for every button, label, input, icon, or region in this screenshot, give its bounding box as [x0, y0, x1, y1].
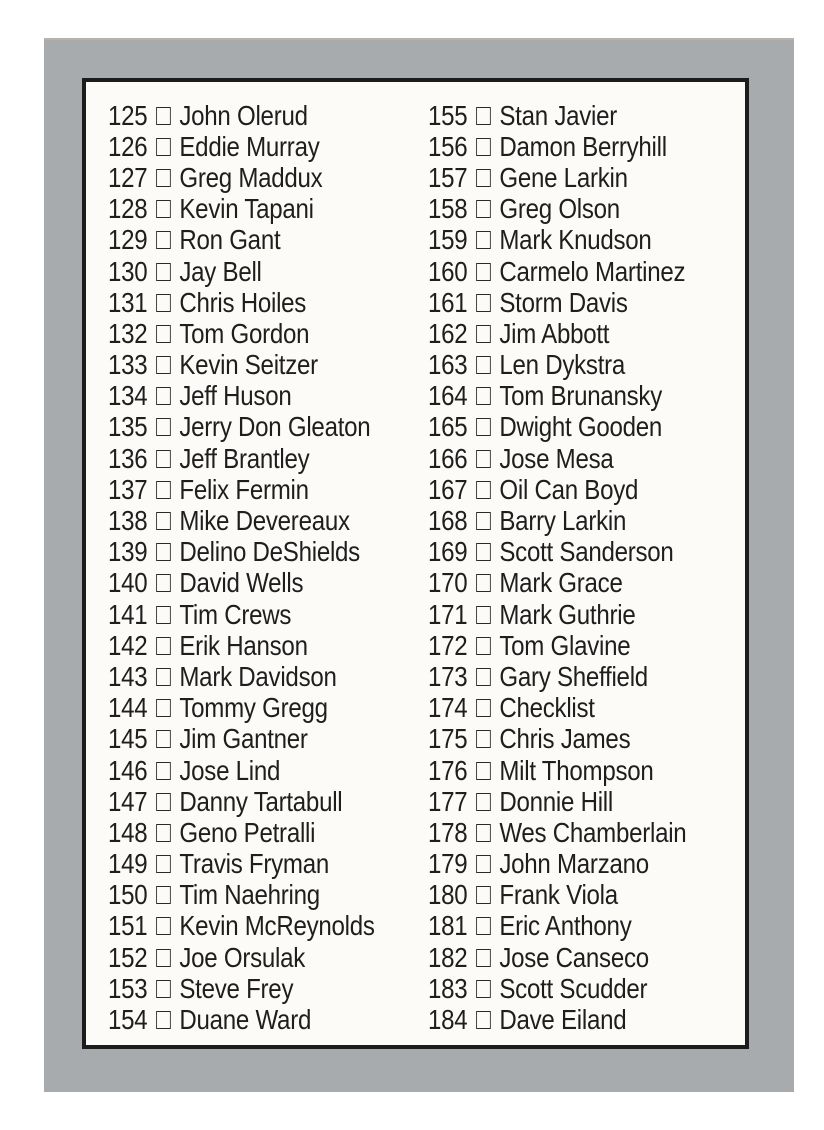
card-number: 145: [108, 723, 148, 755]
player-name: Jeff Brantley: [179, 442, 310, 474]
checklist-row: [108, 256, 375, 287]
checkbox-icon[interactable]: [156, 762, 171, 780]
checklist-row: [108, 1004, 375, 1035]
card-number: 167: [428, 473, 468, 505]
player-name: Tim Naehring: [179, 879, 320, 911]
card-number: 171: [428, 598, 468, 630]
player-name: Oil Can Boyd: [499, 473, 639, 505]
card-number: 135: [108, 411, 148, 443]
player-name: Jose Lind: [179, 754, 281, 786]
checkbox-icon[interactable]: [156, 387, 171, 405]
checkbox-icon[interactable]: [156, 980, 171, 998]
checklist-row: [428, 817, 686, 848]
player-name: David Wells: [179, 567, 304, 599]
card-number: 143: [108, 660, 148, 692]
checklist-row: [428, 849, 686, 880]
card-number: 159: [428, 224, 468, 256]
checkbox-icon[interactable]: [156, 169, 171, 187]
checklist-row: [428, 100, 686, 131]
checklist-row: [108, 724, 375, 755]
card-number: 130: [108, 255, 148, 287]
player-name: Tommy Gregg: [179, 692, 328, 724]
checklist-row: [428, 474, 686, 505]
card-number: 127: [108, 161, 148, 193]
checklist-row: [108, 880, 375, 911]
card-number: 166: [428, 442, 468, 474]
player-name: Kevin Seitzer: [179, 349, 318, 381]
card-number: 137: [108, 473, 148, 505]
checkbox-icon[interactable]: [476, 824, 491, 842]
player-name: Chris Hoiles: [179, 286, 307, 318]
player-name: Erik Hanson: [179, 629, 308, 661]
card-number: 180: [428, 879, 468, 911]
player-name: Joe Orsulak: [179, 941, 306, 973]
checkbox-icon[interactable]: [476, 387, 491, 405]
checkbox-icon[interactable]: [156, 886, 171, 904]
player-name: Mark Davidson: [179, 660, 337, 692]
player-name: Eddie Murray: [179, 130, 320, 162]
checklist-row: [428, 131, 686, 162]
checkbox-icon[interactable]: [156, 917, 171, 935]
card-number: 136: [108, 442, 148, 474]
card-number: 156: [428, 130, 468, 162]
player-name: Tom Brunansky: [499, 380, 662, 412]
checklist-row: [428, 911, 686, 942]
player-name: John Olerud: [179, 99, 308, 131]
checkbox-icon[interactable]: [156, 699, 171, 717]
player-name: Jose Mesa: [499, 442, 614, 474]
card-number: 165: [428, 411, 468, 443]
player-name: Eric Anthony: [499, 910, 632, 942]
checkbox-icon[interactable]: [476, 762, 491, 780]
checkbox-icon[interactable]: [156, 450, 171, 468]
card-number: 168: [428, 505, 468, 537]
checkbox-icon[interactable]: [156, 824, 171, 842]
checklist-row: [428, 1004, 686, 1035]
card-number: 151: [108, 910, 148, 942]
checkbox-icon[interactable]: [476, 730, 491, 748]
checklist-row: [108, 131, 375, 162]
checklist-row: [108, 661, 375, 692]
checkbox-icon[interactable]: [156, 356, 171, 374]
card-number: 154: [108, 1004, 148, 1036]
checklist-row: [428, 162, 686, 193]
player-name: Storm Davis: [499, 286, 628, 318]
checklist-row: [108, 786, 375, 817]
card-number: 146: [108, 754, 148, 786]
card-number: 148: [108, 816, 148, 848]
checkbox-icon[interactable]: [476, 917, 491, 935]
card-number: 129: [108, 224, 148, 256]
player-name: Dwight Gooden: [499, 411, 663, 443]
checkbox-icon[interactable]: [156, 138, 171, 156]
player-name: Stan Javier: [499, 99, 618, 131]
checkbox-icon[interactable]: [156, 325, 171, 343]
player-name: Tim Crews: [179, 598, 292, 630]
checklist-row: [428, 537, 686, 568]
checklist-row: [428, 880, 686, 911]
player-name: Barry Larkin: [499, 505, 627, 537]
card-number: 169: [428, 536, 468, 568]
checkbox-icon[interactable]: [156, 793, 171, 811]
checklist-row: [108, 630, 375, 661]
checkbox-icon[interactable]: [156, 606, 171, 624]
checklist-row: [428, 350, 686, 381]
checklist-row: [108, 911, 375, 942]
checklist-row: [428, 318, 686, 349]
checklist-row: [428, 599, 686, 630]
card-number: 176: [428, 754, 468, 786]
player-name: Mark Knudson: [499, 224, 652, 256]
checkbox-icon[interactable]: [156, 574, 171, 592]
checklist-row: [108, 505, 375, 536]
card-number: 132: [108, 317, 148, 349]
card-number: 161: [428, 286, 468, 318]
checklist-row: [108, 942, 375, 973]
checklist-row: [108, 162, 375, 193]
card-number: 153: [108, 972, 148, 1004]
checkbox-icon[interactable]: [476, 1011, 491, 1029]
player-name: Gene Larkin: [499, 161, 628, 193]
checkbox-icon[interactable]: [476, 418, 491, 436]
card-number: 125: [108, 99, 148, 131]
player-name: Dave Eiland: [499, 1004, 627, 1036]
checklist-row: [428, 225, 686, 256]
checklist-row: [428, 973, 686, 1004]
card-number: 160: [428, 255, 468, 287]
checkbox-icon[interactable]: [156, 730, 171, 748]
checklist-row: [428, 942, 686, 973]
checklist-row: [108, 412, 375, 443]
player-name: Damon Berryhill: [499, 130, 667, 162]
checklist-row: [428, 724, 686, 755]
player-name: Tom Glavine: [499, 629, 631, 661]
player-name: Jose Canseco: [499, 941, 649, 973]
card-number: 163: [428, 349, 468, 381]
player-name: Frank Viola: [499, 879, 618, 911]
player-name: Jay Bell: [179, 255, 262, 287]
checkbox-icon[interactable]: [156, 543, 171, 561]
checkbox-icon[interactable]: [476, 886, 491, 904]
player-name: Jim Gantner: [179, 723, 308, 755]
checkbox-icon[interactable]: [476, 606, 491, 624]
card-number: 183: [428, 972, 468, 1004]
checklist-row: [428, 256, 686, 287]
card-number: 144: [108, 692, 148, 724]
checklist-card: [44, 38, 794, 1092]
checklist-row: [108, 817, 375, 848]
checklist-row: [108, 194, 375, 225]
checkbox-icon[interactable]: [476, 231, 491, 249]
card-number: 138: [108, 505, 148, 537]
checkbox-icon[interactable]: [156, 481, 171, 499]
card-number: 178: [428, 816, 468, 848]
card-number: 141: [108, 598, 148, 630]
card-number: 162: [428, 317, 468, 349]
checkbox-icon[interactable]: [476, 450, 491, 468]
checklist-row: [428, 381, 686, 412]
card-number: 158: [428, 193, 468, 225]
player-name: Scott Sanderson: [499, 536, 674, 568]
card-number: 155: [428, 99, 468, 131]
checkbox-icon[interactable]: [156, 668, 171, 686]
player-name: Wes Chamberlain: [499, 816, 687, 848]
checkbox-icon[interactable]: [476, 138, 491, 156]
checkbox-icon[interactable]: [156, 107, 171, 125]
checklist-row: [428, 630, 686, 661]
player-name: Jerry Don Gleaton: [179, 411, 371, 443]
checkbox-icon[interactable]: [476, 574, 491, 592]
checkbox-icon[interactable]: [476, 668, 491, 686]
checklist-row: [428, 194, 686, 225]
card-number: 177: [428, 785, 468, 817]
checkbox-icon[interactable]: [476, 263, 491, 281]
checkbox-icon[interactable]: [156, 637, 171, 655]
checklist-row: [108, 443, 375, 474]
card-number: 179: [428, 848, 468, 880]
card-number: 172: [428, 629, 468, 661]
card-number: 182: [428, 941, 468, 973]
checklist-left-column: [108, 100, 418, 1036]
checkbox-icon[interactable]: [476, 699, 491, 717]
card-number: 174: [428, 692, 468, 724]
checklist-right-column: [428, 100, 729, 1036]
checklist-row: [428, 661, 686, 692]
player-name: Scott Scudder: [499, 972, 648, 1004]
card-number: 152: [108, 941, 148, 973]
checklist-panel: [82, 78, 749, 1049]
player-name: Kevin Tapani: [179, 193, 314, 225]
checkbox-icon[interactable]: [156, 294, 171, 312]
card-number: 128: [108, 193, 148, 225]
player-name: Ron Gant: [179, 224, 281, 256]
checklist-row: [428, 287, 686, 318]
checkbox-icon[interactable]: [476, 169, 491, 187]
checklist-row: [428, 505, 686, 536]
checkbox-icon[interactable]: [156, 418, 171, 436]
checklist-row: [428, 412, 686, 443]
player-name: John Marzano: [499, 848, 649, 880]
player-name: Mark Grace: [499, 567, 623, 599]
card-number: 131: [108, 286, 148, 318]
checklist-row: [108, 568, 375, 599]
checkbox-icon[interactable]: [156, 263, 171, 281]
player-name: Delino DeShields: [179, 536, 360, 568]
player-name: Mark Guthrie: [499, 598, 636, 630]
checklist-row: [428, 786, 686, 817]
checklist-row: [108, 474, 375, 505]
checkbox-icon[interactable]: [476, 793, 491, 811]
card-number: 134: [108, 380, 148, 412]
checkbox-icon[interactable]: [476, 356, 491, 374]
checkbox-icon[interactable]: [476, 294, 491, 312]
player-name: Felix Fermin: [179, 473, 309, 505]
player-name: Milt Thompson: [499, 754, 654, 786]
checkbox-icon[interactable]: [156, 1011, 171, 1029]
checkbox-icon[interactable]: [156, 200, 171, 218]
player-name: Greg Olson: [499, 193, 620, 225]
player-name: Jeff Huson: [179, 380, 292, 412]
player-name: Chris James: [499, 723, 631, 755]
checklist-row: [108, 318, 375, 349]
card-number: 175: [428, 723, 468, 755]
checklist-row: [108, 693, 375, 724]
player-name: Danny Tartabull: [179, 785, 343, 817]
checklist-row: [108, 350, 375, 381]
player-name: Steve Frey: [179, 972, 294, 1004]
player-name: Mike Devereaux: [179, 505, 350, 537]
checklist-row: [108, 973, 375, 1004]
player-name: Jim Abbott: [499, 317, 610, 349]
checklist-row: [108, 225, 375, 256]
checklist-row: [108, 287, 375, 318]
card-number: 164: [428, 380, 468, 412]
checkbox-icon[interactable]: [476, 637, 491, 655]
player-name: Greg Maddux: [179, 161, 323, 193]
player-name: Travis Fryman: [179, 848, 329, 880]
checklist-row: [428, 693, 686, 724]
checklist-row: [108, 849, 375, 880]
checkbox-icon[interactable]: [476, 512, 491, 530]
card-number: 181: [428, 910, 468, 942]
player-name: Donnie Hill: [499, 785, 613, 817]
checklist-row: [108, 755, 375, 786]
card-number: 139: [108, 536, 148, 568]
card-number: 157: [428, 161, 468, 193]
player-name: Duane Ward: [179, 1004, 312, 1036]
card-number: 147: [108, 785, 148, 817]
card-number: 126: [108, 130, 148, 162]
card-number: 142: [108, 629, 148, 661]
checklist-row: [108, 100, 375, 131]
checkbox-icon[interactable]: [476, 949, 491, 967]
checklist-row: [428, 755, 686, 786]
checklist-row: [428, 443, 686, 474]
player-name: Tom Gordon: [179, 317, 310, 349]
player-name: Carmelo Martinez: [499, 255, 686, 287]
player-name: Geno Petralli: [179, 816, 316, 848]
player-name: Checklist: [499, 692, 595, 724]
card-number: 150: [108, 879, 148, 911]
card-number: 149: [108, 848, 148, 880]
card-number: 140: [108, 567, 148, 599]
checkbox-icon[interactable]: [156, 231, 171, 249]
card-number: 184: [428, 1004, 468, 1036]
checkbox-icon[interactable]: [476, 543, 491, 561]
card-number: 173: [428, 660, 468, 692]
player-name: Gary Sheffield: [499, 660, 648, 692]
checkbox-icon[interactable]: [156, 512, 171, 530]
player-name: Kevin McReynolds: [179, 910, 375, 942]
checklist-row: [428, 568, 686, 599]
checklist-row: [108, 381, 375, 412]
checkbox-icon[interactable]: [476, 481, 491, 499]
card-number: 170: [428, 567, 468, 599]
card-number: 133: [108, 349, 148, 381]
checkbox-icon[interactable]: [476, 855, 491, 873]
checklist-row: [108, 599, 375, 630]
checkbox-icon[interactable]: [476, 980, 491, 998]
checkbox-icon[interactable]: [476, 200, 491, 218]
player-name: Len Dykstra: [499, 349, 626, 381]
checkbox-icon[interactable]: [156, 855, 171, 873]
checkbox-icon[interactable]: [476, 107, 491, 125]
checklist-row: [108, 537, 375, 568]
checkbox-icon[interactable]: [476, 325, 491, 343]
checkbox-icon[interactable]: [156, 949, 171, 967]
